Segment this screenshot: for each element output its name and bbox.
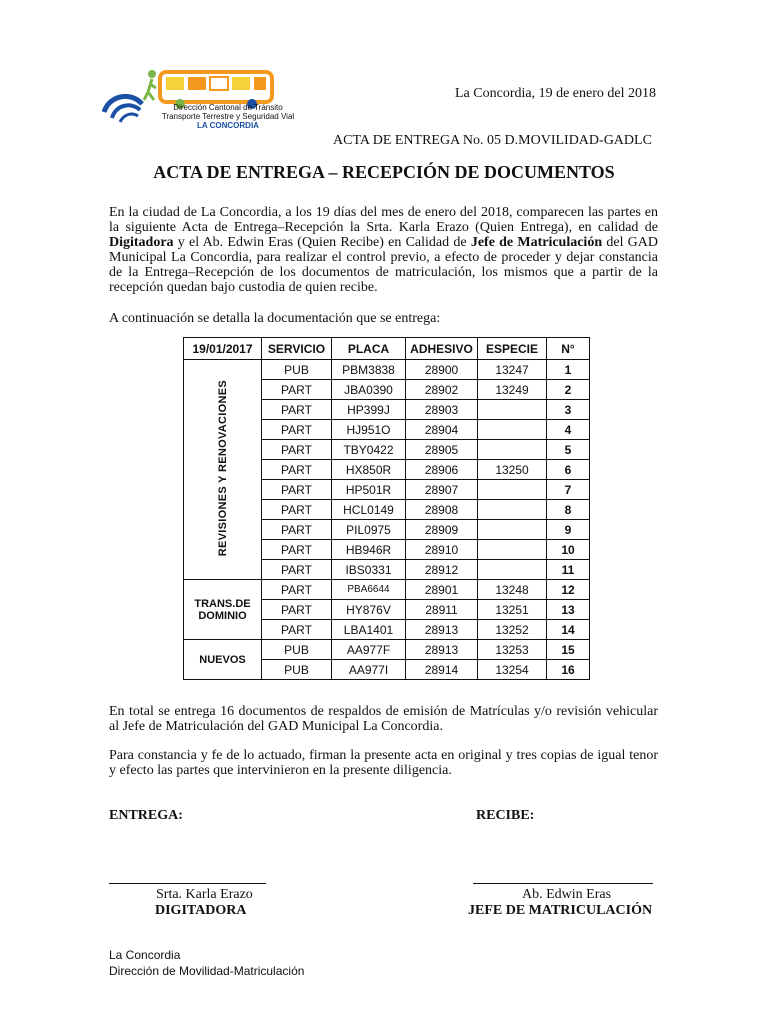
cell-servicio: PART xyxy=(262,420,332,440)
table-row xyxy=(184,580,590,600)
cell-servicio: PART xyxy=(262,620,332,640)
cell-servicio: PART xyxy=(262,440,332,460)
cell-placa: HY876V xyxy=(332,600,406,620)
cell-numero: 11 xyxy=(547,560,590,580)
cell-servicio: PART xyxy=(262,540,332,560)
cell-especie: 13252 xyxy=(478,620,547,640)
cell-numero: 10 xyxy=(547,540,590,560)
cell-numero: 9 xyxy=(547,520,590,540)
cell-adhesivo: 28912 xyxy=(406,560,478,580)
group-nuevos: NUEVOS xyxy=(184,640,262,680)
cell-numero: 12 xyxy=(547,580,590,600)
cell-servicio: PART xyxy=(262,480,332,500)
cell-especie xyxy=(478,440,547,460)
cell-servicio: PART xyxy=(262,560,332,580)
recibe-label: RECIBE: xyxy=(476,808,535,823)
intro-paragraph xyxy=(109,205,658,295)
cell-placa: AA977I xyxy=(332,660,406,680)
cell-numero: 6 xyxy=(547,460,590,480)
cell-adhesivo: 28909 xyxy=(406,520,478,540)
entrega-signature-line xyxy=(109,883,266,884)
intro-role-entrega: Digitadora xyxy=(109,235,174,250)
cell-placa: PIL0975 xyxy=(332,520,406,540)
cell-servicio: PART xyxy=(262,600,332,620)
cell-especie: 13254 xyxy=(478,660,547,680)
acta-number: ACTA DE ENTREGA No. 05 D.MOVILIDAD-GADLC xyxy=(333,133,652,148)
document-title: ACTA DE ENTREGA – RECEPCIÓN DE DOCUMENTOS xyxy=(153,162,615,182)
header-date: 19/01/2017 xyxy=(184,338,262,360)
cell-numero: 14 xyxy=(547,620,590,640)
cell-servicio: PART xyxy=(262,500,332,520)
intro-text-e: del GAD Municipal La Concordia, para realizar el control previo, a efecto de proceder y dejar constancia de la Entrega–Recepción de los documentos de matriculación, los mismos que a partir de la recepción quedan bajo custodia de quien recibe. xyxy=(109,235,659,295)
table-header-row xyxy=(184,338,590,360)
cell-placa: HCL0149 xyxy=(332,500,406,520)
header-especie: ESPECIE xyxy=(478,338,547,360)
cell-especie: 13248 xyxy=(478,580,547,600)
footer-line-1: La Concordia xyxy=(109,948,181,962)
cell-placa: LBA1401 xyxy=(332,620,406,640)
cell-especie xyxy=(478,520,547,540)
logo-line-2: Transporte Terrestre y Seguridad Vial xyxy=(161,112,295,121)
cell-adhesivo: 28911 xyxy=(406,600,478,620)
entrega-label: ENTREGA: xyxy=(109,808,183,823)
intro-text-a: En la ciudad de La Concordia, a los 19 días del mes de enero del 2018, comparecen las partes en la siguiente Acta de Entrega–Recepción la Srta. Karla Erazo (Quien Entrega), en calidad de xyxy=(109,205,658,235)
header-placa: PLACA xyxy=(332,338,406,360)
cell-numero: 5 xyxy=(547,440,590,460)
cell-adhesivo: 28900 xyxy=(406,360,478,380)
logo-line-3: LA CONCORDIA xyxy=(197,121,259,130)
recibe-name: Ab. Edwin Eras xyxy=(522,887,612,902)
recibe-signature-line xyxy=(473,883,653,884)
cell-adhesivo: 28913 xyxy=(406,620,478,640)
cell-servicio: PUB xyxy=(262,360,332,380)
cell-especie xyxy=(478,540,547,560)
cell-especie: 13253 xyxy=(478,640,547,660)
cell-especie xyxy=(478,400,547,420)
cell-adhesivo: 28907 xyxy=(406,480,478,500)
logo-text xyxy=(143,103,313,130)
header-adhesivo: ADHESIVO xyxy=(406,338,478,360)
cell-placa: JBA0390 xyxy=(332,380,406,400)
cell-placa: AA977F xyxy=(332,640,406,660)
footer-line-2: Dirección de Movilidad-Matriculación xyxy=(109,964,305,978)
cell-servicio: PART xyxy=(262,520,332,540)
table-row xyxy=(184,360,590,380)
cell-servicio: PART xyxy=(262,460,332,480)
cell-adhesivo: 28905 xyxy=(406,440,478,460)
cell-placa: PBA6644 xyxy=(332,580,406,600)
cell-adhesivo: 28901 xyxy=(406,580,478,600)
intro-text-c: y el Ab. Edwin Eras (Quien Recibe) en Calidad de xyxy=(173,235,471,250)
cell-numero: 16 xyxy=(547,660,590,680)
cell-especie: 13250 xyxy=(478,460,547,480)
cell-adhesivo: 28914 xyxy=(406,660,478,680)
cell-especie xyxy=(478,500,547,520)
cell-placa: HP399J xyxy=(332,400,406,420)
cell-adhesivo: 28903 xyxy=(406,400,478,420)
cell-numero: 13 xyxy=(547,600,590,620)
cell-especie: 13251 xyxy=(478,600,547,620)
cell-adhesivo: 28902 xyxy=(406,380,478,400)
cell-numero: 2 xyxy=(547,380,590,400)
cell-especie: 13249 xyxy=(478,380,547,400)
cell-numero: 7 xyxy=(547,480,590,500)
entrega-name: Srta. Karla Erazo xyxy=(156,887,253,902)
cell-numero: 15 xyxy=(547,640,590,660)
table-row xyxy=(184,640,590,660)
cell-servicio: PUB xyxy=(262,640,332,660)
cell-placa: IBS0331 xyxy=(332,560,406,580)
cell-placa: HP501R xyxy=(332,480,406,500)
cell-especie xyxy=(478,420,547,440)
cell-numero: 3 xyxy=(547,400,590,420)
cell-numero: 8 xyxy=(547,500,590,520)
cell-placa: HB946R xyxy=(332,540,406,560)
group-label-revisiones: REVISIONES Y RENOVACIONES xyxy=(216,379,229,557)
cell-servicio: PART xyxy=(262,380,332,400)
cell-placa: PBM3838 xyxy=(332,360,406,380)
cell-especie xyxy=(478,560,547,580)
cell-numero: 1 xyxy=(547,360,590,380)
group-revisiones xyxy=(184,360,262,580)
recibe-role: JEFE DE MATRICULACIÓN xyxy=(468,903,653,918)
cell-adhesivo: 28913 xyxy=(406,640,478,660)
cell-especie: 13247 xyxy=(478,360,547,380)
group-trans-dominio: TRANS.DE DOMINIO xyxy=(184,580,262,640)
header-servicio: SERVICIO xyxy=(262,338,332,360)
cell-adhesivo: 28908 xyxy=(406,500,478,520)
cell-servicio: PART xyxy=(262,580,332,600)
cell-servicio: PART xyxy=(262,400,332,420)
cell-placa: HX850R xyxy=(332,460,406,480)
cell-placa: TBY0422 xyxy=(332,440,406,460)
logo-line-1: Dirección Cantonal de Tránsito xyxy=(173,103,283,112)
total-paragraph: En total se entrega 16 documentos de respaldos de emisión de Matrículas y/o revisión vehicular al Jefe de Matriculación del GAD Municipal La Concordia. xyxy=(109,704,658,734)
cell-placa: HJ951O xyxy=(332,420,406,440)
cell-adhesivo: 28904 xyxy=(406,420,478,440)
cell-numero: 4 xyxy=(547,420,590,440)
cell-especie xyxy=(478,480,547,500)
document-date: La Concordia, 19 de enero del 2018 xyxy=(455,86,656,101)
cell-servicio: PUB xyxy=(262,660,332,680)
entrega-role: DIGITADORA xyxy=(155,903,247,918)
header-numero: N° xyxy=(547,338,590,360)
documents-table xyxy=(183,337,590,680)
cell-adhesivo: 28910 xyxy=(406,540,478,560)
intro-role-recibe: Jefe de Matriculación xyxy=(470,235,603,250)
detail-paragraph: A continuación se detalla la documentación que se entrega: xyxy=(109,311,441,326)
constancia-paragraph: Para constancia y fe de lo actuado, firman la presente acta en original y tres copias de igual tenor y efecto las partes que intervinieron en la presente diligencia. xyxy=(109,748,658,778)
cell-adhesivo: 28906 xyxy=(406,460,478,480)
